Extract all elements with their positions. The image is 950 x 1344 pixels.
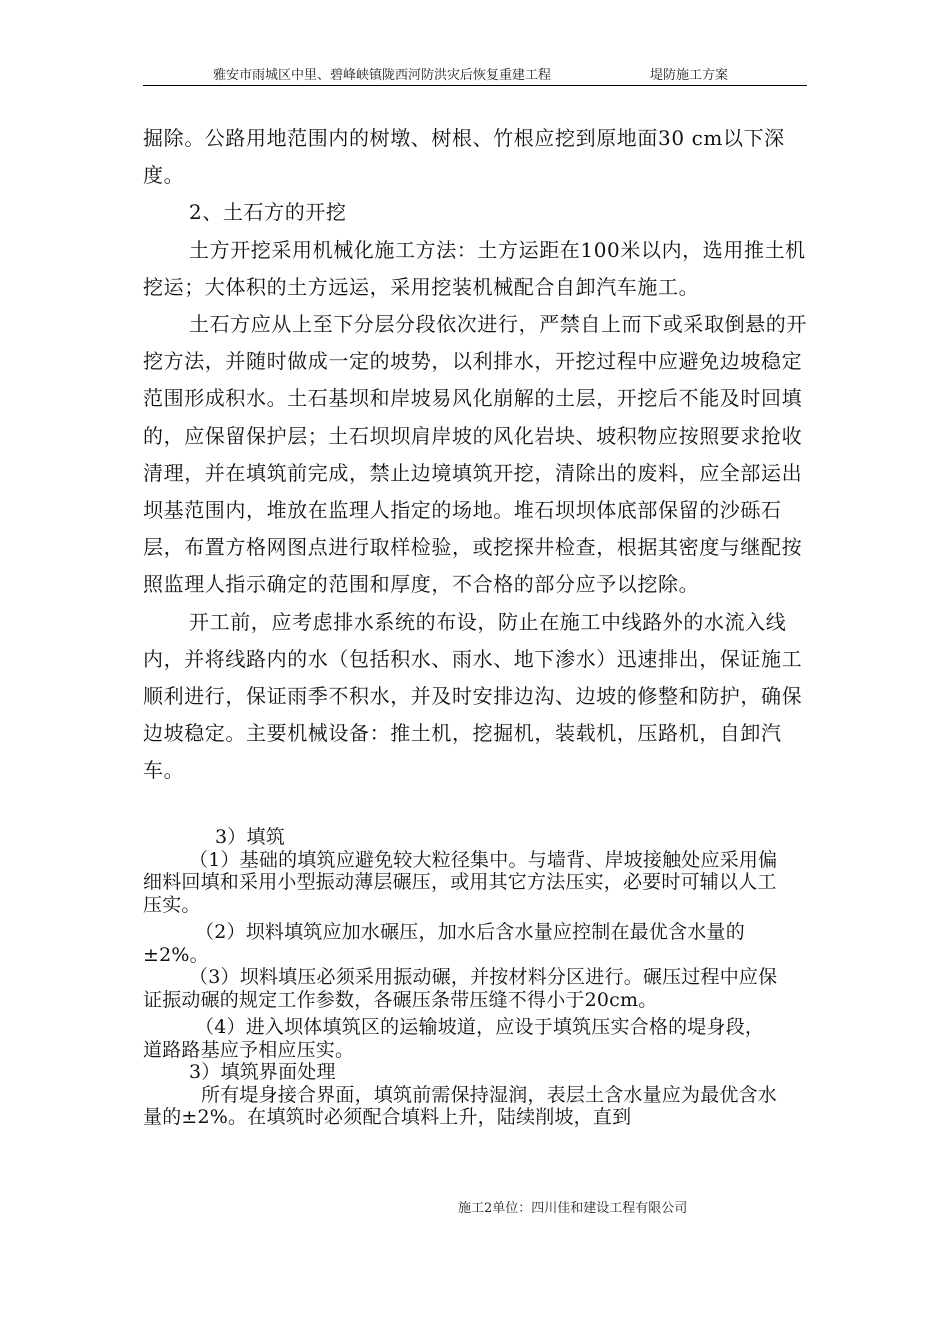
section-heading-earthwork: 2、土石方的开挖	[189, 200, 347, 225]
fill-item-4: （4）进入坝体填筑区的运输坡道，应设于填筑压实合格的堤身段，道路路基应予相应压实。	[143, 1016, 765, 1061]
header-doc-title: 堤防施工方案	[650, 68, 729, 83]
fill-item-2: （2）坝料填筑应加水碾压，加水后含水量应控制在最优含水量的±2%。	[143, 921, 745, 966]
fill-heading: 3）填筑	[215, 826, 285, 848]
paragraph-continuation: 掘除。公路用地范围内的树墩、树根、竹根应挖到原地面30 cm以下深度。	[143, 126, 785, 188]
fill-item-3: （3）坝料填压必须采用振动碾，并按材料分区进行。碾压过程中应保证振动碾的规定工作参数，各碾压条带压缝不得小于20cm。	[143, 966, 778, 1011]
fill-section	[143, 826, 783, 1129]
page-number: 2	[484, 1201, 493, 1216]
fill-item-1: （1）基础的填筑应避免较大粒径集中。与墙背、岸坡接触处应采用偏细料回填和采用小型振动薄层碾压，或用其它方法压实，必要时可辅以人工压实。	[143, 848, 778, 916]
footer-unit-label: 施工	[458, 1201, 485, 1216]
main-body	[143, 120, 811, 790]
fill-interface-heading: 3）填筑界面处理	[189, 1061, 336, 1083]
header-divider	[143, 85, 807, 86]
fill-interface-paragraph: 所有堤身接合界面，填筑前需保持湿润，表层土含水量应为最优含水量的±2%。在填筑时必须配合填料上升，陆续削坡，直到	[143, 1083, 778, 1128]
header-project-title: 雅安市雨城区中里、碧峰峡镇陇西河防洪灾后恢复重建工程	[213, 68, 552, 83]
page-footer	[458, 1200, 687, 1218]
paragraph-sequence: 土石方应从上至下分层分段依次进行，严禁自上而下或采取倒悬的开挖方法，并随时做成一定的坡势，以利排水，开挖过程中应避免边坡稳定范围形成积水。土石基坝和岸坡易风化崩解的土层，开挖后不能及时回填的，应保留保护层；土石坝坝肩岸坡的风化岩块、坡积物应按照要求抢收清理，并在填筑前完成，禁止边境填筑开挖，清除出的废料，应全部运出坝基范围内，堆放在监理人指定的场地。堆石坝坝体底部保留的沙砾石层，布置方格网图点进行取样检验，或挖探井检查，根据其密度与继配按照监理人指示确定的范围和厚度，不合格的部分应予以挖除。	[143, 312, 807, 597]
page-header	[143, 66, 807, 86]
paragraph-method: 土方开挖采用机械化施工方法：土方运距在100米以内，选用推土机挖运；大体积的土方远运，采用挖装机械配合自卸汽车施工。	[143, 237, 806, 299]
footer-unit-text: 单位：四川佳和建设工程有限公司	[492, 1201, 688, 1216]
paragraph-drainage: 开工前，应考虑排水系统的布设，防止在施工中线路外的水流入线内，并将线路内的水（包括积水、雨水、地下渗水）迅速排出，保证施工顺利进行，保证雨季不积水，并及时安排边沟、边坡的修整和防护，确保边坡稳定。主要机械设备：推土机，挖掘机，装载机，压路机，自卸汽车。	[143, 609, 803, 783]
